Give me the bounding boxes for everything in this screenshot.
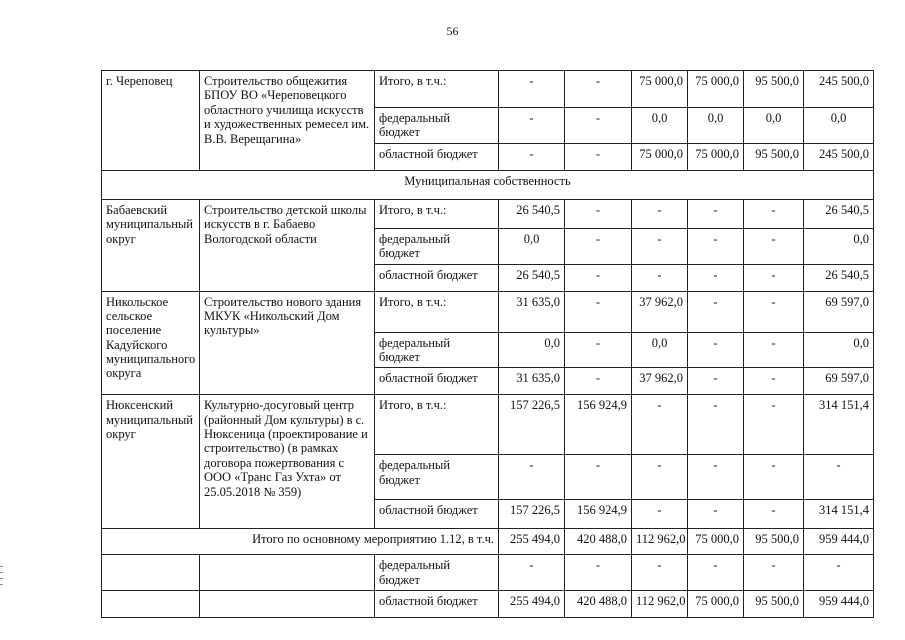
table-row: [102, 591, 874, 618]
value-cell: -: [688, 291, 744, 332]
value-cell: 112 962,0: [632, 591, 688, 618]
page-number: 56: [446, 24, 459, 38]
value-cell: -: [744, 395, 804, 455]
table-row: [102, 71, 874, 108]
budget-type-cell: федеральный бюджет: [375, 332, 499, 368]
value-cell: -: [744, 555, 804, 591]
table-row: [102, 555, 874, 591]
value-cell: -: [688, 264, 744, 291]
value-cell: 0,0: [632, 108, 688, 144]
municipality-cell: Никольское сельское поселение Кадуйского муниципального округа: [102, 291, 200, 395]
value-cell: 26 540,5: [499, 199, 565, 228]
value-cell: 26 540,5: [499, 264, 565, 291]
value-cell: 0,0: [744, 108, 804, 144]
value-cell: 75 000,0: [688, 71, 744, 108]
value-cell: -: [565, 368, 632, 395]
value-cell: 75 000,0: [688, 529, 744, 555]
value-cell: 31 635,0: [499, 291, 565, 332]
value-cell: -: [565, 264, 632, 291]
value-cell: -: [688, 199, 744, 228]
budget-type-cell: Итого, в т.ч.:: [375, 291, 499, 332]
value-cell: 156 924,9: [565, 500, 632, 529]
value-cell: 26 540,5: [804, 199, 874, 228]
value-cell: 75 000,0: [632, 71, 688, 108]
value-cell: -: [744, 455, 804, 500]
value-cell: -: [565, 332, 632, 368]
value-cell: -: [744, 264, 804, 291]
budget-type-cell: областной бюджет: [375, 368, 499, 395]
value-cell: -: [744, 332, 804, 368]
value-cell: 0,0: [804, 332, 874, 368]
value-cell: 0,0: [688, 108, 744, 144]
value-cell: -: [632, 395, 688, 455]
budget-type-cell: областной бюджет: [375, 264, 499, 291]
budget-type-cell: федеральный бюджет: [375, 108, 499, 144]
value-cell: 95 500,0: [744, 143, 804, 170]
value-cell: -: [565, 455, 632, 500]
value-cell: 245 500,0: [804, 143, 874, 170]
value-cell: 420 488,0: [565, 591, 632, 618]
value-cell: 0,0: [499, 228, 565, 264]
value-cell: -: [632, 455, 688, 500]
empty-cell: [200, 555, 375, 591]
value-cell: 0,0: [632, 332, 688, 368]
grand-total-label: Итого по основному мероприятию 1.12, в т.ч.: [102, 529, 499, 555]
budget-type-cell: областной бюджет: [375, 143, 499, 170]
scan-mark: [0, 584, 3, 585]
value-cell: -: [744, 199, 804, 228]
value-cell: 69 597,0: [804, 368, 874, 395]
empty-cell: [102, 555, 200, 591]
table-row: [102, 395, 874, 455]
value-cell: 156 924,9: [565, 395, 632, 455]
value-cell: -: [565, 555, 632, 591]
budget-type-cell: федеральный бюджет: [375, 455, 499, 500]
value-cell: -: [804, 455, 874, 500]
value-cell: -: [688, 395, 744, 455]
value-cell: -: [632, 555, 688, 591]
value-cell: -: [688, 500, 744, 529]
value-cell: -: [688, 228, 744, 264]
value-cell: -: [744, 228, 804, 264]
value-cell: -: [688, 332, 744, 368]
value-cell: 0,0: [804, 108, 874, 144]
value-cell: 75 000,0: [632, 143, 688, 170]
value-cell: 95 500,0: [744, 71, 804, 108]
object-cell: Строительство нового здания МКУК «Никольский Дом культуры»: [200, 291, 375, 395]
value-cell: 255 494,0: [499, 591, 565, 618]
scan-mark: [0, 572, 3, 573]
budget-table: [101, 70, 874, 618]
value-cell: 75 000,0: [688, 143, 744, 170]
value-cell: 37 962,0: [632, 291, 688, 332]
value-cell: 157 226,5: [499, 395, 565, 455]
value-cell: 314 151,4: [804, 395, 874, 455]
value-cell: -: [632, 199, 688, 228]
budget-type-cell: федеральный бюджет: [375, 555, 499, 591]
value-cell: -: [688, 368, 744, 395]
value-cell: 255 494,0: [499, 529, 565, 555]
value-cell: 112 962,0: [632, 529, 688, 555]
value-cell: -: [499, 71, 565, 108]
value-cell: -: [804, 555, 874, 591]
table-row: [102, 291, 874, 332]
value-cell: 959 444,0: [804, 529, 874, 555]
table-row: [102, 199, 874, 228]
value-cell: 0,0: [499, 332, 565, 368]
empty-cell: [102, 591, 200, 618]
value-cell: 959 444,0: [804, 591, 874, 618]
value-cell: -: [499, 108, 565, 144]
value-cell: -: [565, 228, 632, 264]
section-heading: Муниципальная собственность: [102, 170, 874, 199]
empty-cell: [200, 591, 375, 618]
object-cell: Строительство детской школы искусств в г. Бабаево Вологодской области: [200, 199, 375, 291]
object-cell: Строительство общежития БПОУ ВО «Череповецкого областного училища искусств и художественных ремесел им. В.В. Верещагина»: [200, 71, 375, 171]
value-cell: -: [499, 455, 565, 500]
budget-type-cell: Итого, в т.ч.:: [375, 199, 499, 228]
municipality-cell: Нюксенский муниципальный округ: [102, 395, 200, 529]
value-cell: 69 597,0: [804, 291, 874, 332]
value-cell: -: [565, 108, 632, 144]
total-row: [102, 529, 874, 555]
value-cell: 420 488,0: [565, 529, 632, 555]
value-cell: -: [565, 199, 632, 228]
budget-type-cell: федеральный бюджет: [375, 228, 499, 264]
value-cell: 75 000,0: [688, 591, 744, 618]
value-cell: -: [744, 368, 804, 395]
value-cell: -: [499, 555, 565, 591]
scan-mark: [0, 578, 3, 579]
section-row: [102, 170, 874, 199]
budget-type-cell: областной бюджет: [375, 500, 499, 529]
value-cell: 245 500,0: [804, 71, 874, 108]
value-cell: -: [499, 143, 565, 170]
scan-mark: [0, 566, 3, 567]
value-cell: -: [632, 264, 688, 291]
value-cell: -: [744, 500, 804, 529]
municipality-cell: г. Череповец: [102, 71, 200, 171]
value-cell: 31 635,0: [499, 368, 565, 395]
value-cell: -: [565, 291, 632, 332]
value-cell: -: [632, 228, 688, 264]
value-cell: 157 226,5: [499, 500, 565, 529]
budget-type-cell: Итого, в т.ч.:: [375, 395, 499, 455]
value-cell: 95 500,0: [744, 529, 804, 555]
budget-type-cell: областной бюджет: [375, 591, 499, 618]
value-cell: -: [565, 143, 632, 170]
object-cell: Культурно-досуговый центр (районный Дом культуры) в с. Нюксеница (проектирование и строительство) (в рамках договора пожертвования с ООО «Транс Газ Ухта» от 25.05.2018 № 359): [200, 395, 375, 529]
value-cell: -: [688, 455, 744, 500]
value-cell: 314 151,4: [804, 500, 874, 529]
value-cell: 95 500,0: [744, 591, 804, 618]
municipality-cell: Бабаевский муниципальный округ: [102, 199, 200, 291]
value-cell: -: [632, 500, 688, 529]
value-cell: -: [744, 291, 804, 332]
value-cell: 26 540,5: [804, 264, 874, 291]
budget-type-cell: Итого, в т.ч.:: [375, 71, 499, 108]
value-cell: -: [688, 555, 744, 591]
value-cell: -: [565, 71, 632, 108]
value-cell: 37 962,0: [632, 368, 688, 395]
value-cell: 0,0: [804, 228, 874, 264]
